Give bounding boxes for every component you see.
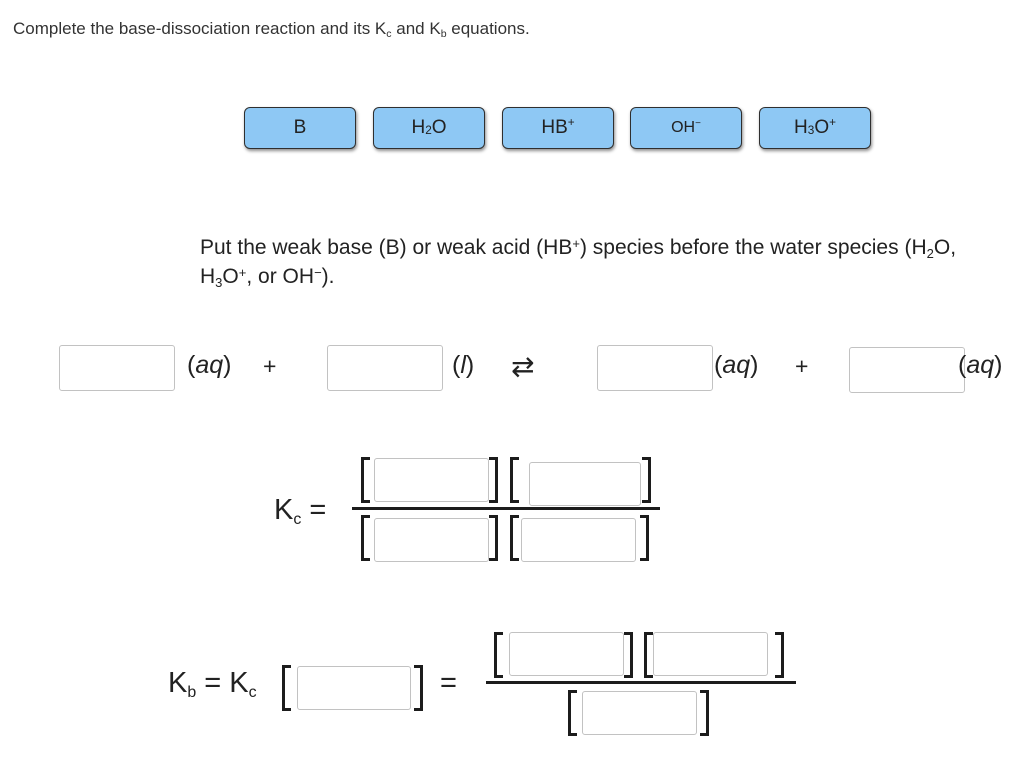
equilibrium-arrow-icon: ⇄ (511, 351, 535, 382)
reactant-2-drop-zone[interactable] (327, 345, 443, 391)
instruction-text: Put the weak base (B) or weak acid (HB+) species before the water species (H2O, H3O+, or OH−). (200, 236, 957, 290)
reactant-1-drop-zone[interactable] (59, 345, 175, 391)
bracket-right (489, 515, 498, 561)
product-2-drop-zone[interactable] (849, 347, 965, 393)
plus-sign-1: + (263, 353, 277, 379)
tile-oh-minus[interactable]: OH − (630, 107, 742, 149)
phase-label-l: (l) (452, 351, 475, 379)
kb-fraction-line (486, 681, 796, 684)
bracket-left (510, 457, 519, 503)
bracket-left (361, 457, 370, 503)
tile-hb-plus[interactable]: HB + (502, 107, 614, 149)
kc-label: Kc = (274, 494, 327, 528)
kb-numerator-2-drop-zone[interactable] (653, 632, 768, 676)
bracket-left (510, 515, 519, 561)
tile-h3o-plus[interactable]: H 3 O + (759, 107, 871, 149)
bracket-right (414, 665, 423, 711)
product-1-drop-zone[interactable] (597, 345, 713, 391)
kc-denominator-2-drop-zone[interactable] (521, 518, 636, 562)
bracket-left (644, 632, 653, 678)
kc-numerator-2-drop-zone[interactable] (529, 462, 641, 506)
kc-numerator-1-drop-zone[interactable] (374, 458, 489, 502)
bracket-right (642, 457, 651, 503)
bracket-right (700, 690, 709, 736)
bracket-right (489, 457, 498, 503)
phase-label-aq-1: (aq) (187, 351, 232, 379)
plus-sign-2: + (795, 353, 809, 379)
kb-multiplier-drop-zone[interactable] (297, 666, 411, 710)
bracket-left (494, 632, 503, 678)
phase-label-aq-3: (aq) (958, 351, 1003, 379)
bracket-right (775, 632, 784, 678)
bracket-right (640, 515, 649, 561)
bracket-left (361, 515, 370, 561)
kc-fraction-line (352, 507, 660, 510)
kc-denominator-1-drop-zone[interactable] (374, 518, 489, 562)
question-text: Complete the base-dissociation reaction and its Kc and Kb equations. (13, 19, 530, 40)
kb-denominator-drop-zone[interactable] (582, 691, 697, 735)
kb-label: Kb = Kc (168, 667, 257, 701)
bracket-left (282, 665, 291, 711)
tile-b[interactable]: B (244, 107, 356, 149)
phase-label-aq-2: (aq) (714, 351, 759, 379)
tile-h2o[interactable]: H 2 O (373, 107, 485, 149)
kb-numerator-1-drop-zone[interactable] (509, 632, 624, 676)
bracket-right (624, 632, 633, 678)
kb-equals-sign: = (440, 667, 457, 699)
bracket-left (568, 690, 577, 736)
